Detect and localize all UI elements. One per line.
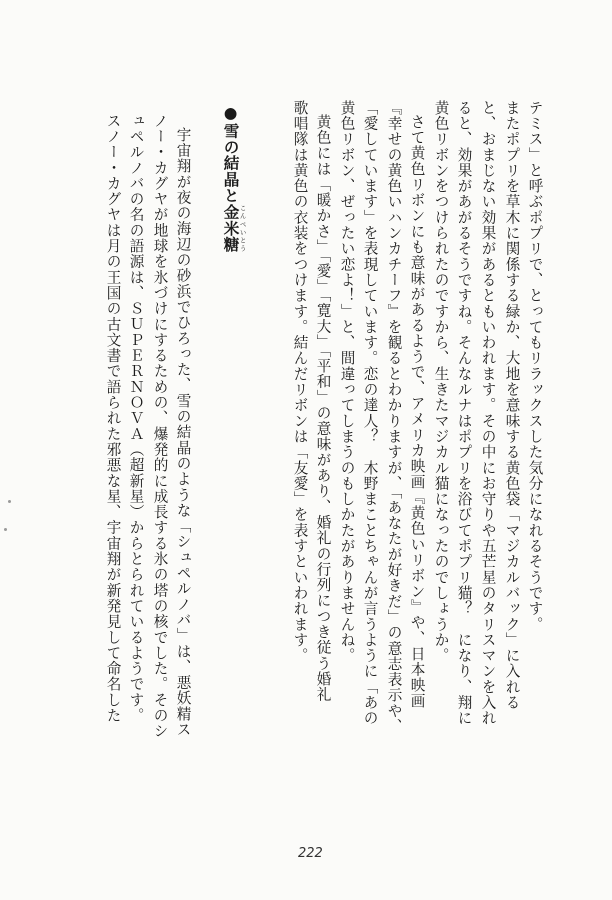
text-column: テミス」と呼ぶポプリで、とってもリラックスした気分になれるそうです。 [526, 100, 544, 633]
scan-speck [4, 528, 7, 531]
text-column: ノー・カグヤが地球を氷づけにするための、爆発的に成長する氷の塔の核でした。そのシ [151, 113, 169, 739]
section-heading [222, 104, 247, 252]
text-column: さて黄色リボンにも意味があるようで、アメリカ映画『黄色いリボン』や、日本映画 [408, 114, 426, 709]
text-column: ュペルノバの名の語源は、ＳＵＰＥＲＮＯＶＡ（超新星）からとられているようです。 [127, 113, 145, 724]
scan-speck [8, 500, 11, 503]
text-column: と、おまじない効果があるともいわれます。その中にお守りや五芒星のタリスマンを入れ [479, 100, 497, 726]
text-column: 宇宙翔が夜の海辺の砂浜でひろった、雪の結晶のような「シュペルノバ」は、悪妖精ス [174, 127, 192, 738]
text-column: 黄色には「暖かさ」「愛」「寛大」「平和」の意味があり、婚礼の行列につき従う婚礼 [314, 114, 332, 703]
text-column: 「愛しています」を表現しています。恋の達人？ 木野まことちゃんが言うように「あの [361, 100, 379, 726]
page-number: 222 [298, 846, 323, 861]
heading-text: 雪の結晶と [221, 122, 240, 204]
text-column: 歌唱隊は黄色の衣装をつけます。結んだリボンは「友愛」を表すといわれます。 [291, 100, 309, 664]
text-column: 『幸せの黄色いハンカチーフ』を観るとわかりますが、「あなたが好きだ」の意志表示や、 [385, 100, 403, 735]
text-column: ると、効果があがるそうですね。そんなルナはポプリを浴びてポプリ猫？ になり、翔に [455, 100, 473, 726]
text-column: またポプリを草木に関係する緑か、大地を意味する黄色袋「マジカルバック」に入れる [503, 100, 521, 711]
text-column: 黄色リボン、ぜったい恋よ！」と、間違ってしまうのもしかたがありませんね。 [338, 100, 356, 664]
ruby-reading: こんぺいとう [238, 203, 247, 253]
text-column: スノー・カグヤは月の王国の古文書で語られた邪悪な星、宇宙翔が新発見して命名した [104, 113, 122, 724]
heading-ruby-word: 金米糖 こんぺいとう [221, 203, 247, 253]
heading-bullet: ● [221, 104, 240, 123]
text-column: 黄色リボンをつけられたのですから、生きたマジカル猫になったのでしょうか。 [432, 100, 450, 664]
